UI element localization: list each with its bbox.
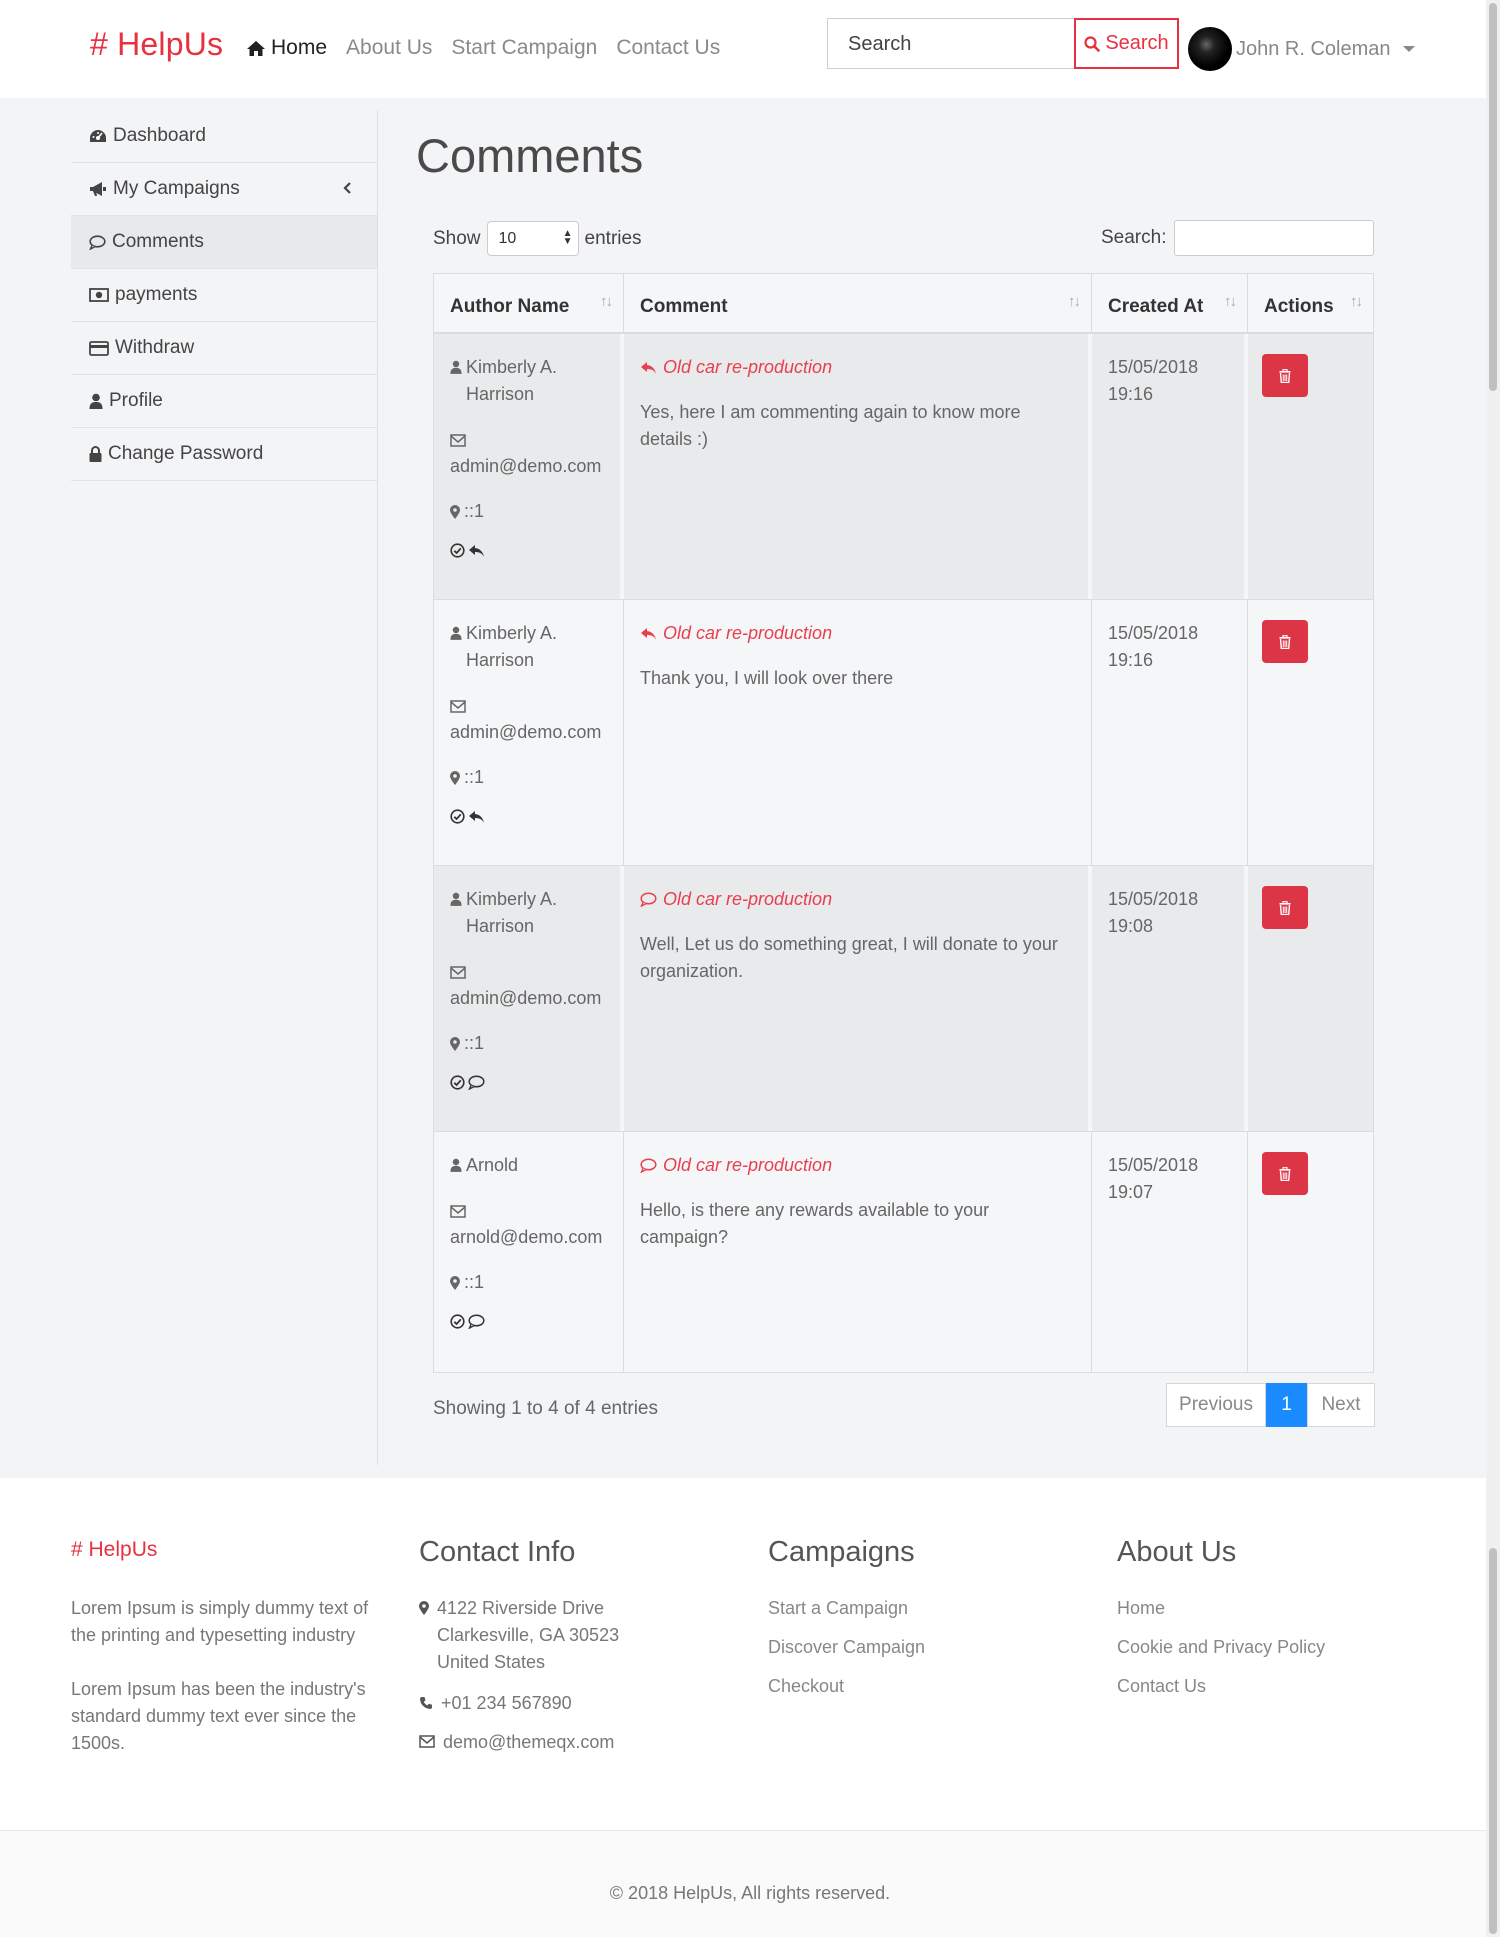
- envelope-icon: [450, 1205, 466, 1218]
- home-icon: [246, 40, 266, 57]
- table-row: [434, 600, 1373, 866]
- chevron-left-icon: [343, 181, 353, 195]
- table-header: [434, 274, 1373, 334]
- delete-button[interactable]: [1262, 1152, 1308, 1195]
- actions-cell: [1248, 866, 1373, 1131]
- email-address: demo@themeqx.com: [443, 1732, 615, 1752]
- entries-select[interactable]: [487, 221, 579, 256]
- author-cell: [434, 600, 624, 865]
- sidebar-item-label: Withdraw: [115, 337, 195, 358]
- user-icon: [450, 1158, 462, 1172]
- nav-home[interactable]: [246, 36, 327, 60]
- sidebar-item-my-campaigns[interactable]: [71, 163, 377, 216]
- map-marker-icon: [450, 1276, 460, 1290]
- footer-link-discover-campaign[interactable]: Discover Campaign: [768, 1637, 926, 1657]
- footer-text: Lorem Ipsum is simply dummy text of the printing and typesetting industry: [71, 1598, 369, 1645]
- campaign-link[interactable]: [640, 886, 1088, 913]
- map-marker-icon: [450, 1037, 460, 1051]
- footer-link-start-campaign[interactable]: Start a Campaign: [768, 1598, 909, 1618]
- copyright: © 2018 HelpUs, All rights reserved.: [609, 1883, 891, 1903]
- user-icon: [450, 360, 462, 374]
- comment-icon[interactable]: [468, 1314, 485, 1329]
- page-1-button[interactable]: 1: [1266, 1383, 1307, 1427]
- check-circle-icon[interactable]: [450, 543, 465, 558]
- sidebar-item-dashboard[interactable]: [71, 110, 377, 163]
- author-ip: ::1: [464, 1033, 485, 1053]
- check-circle-icon[interactable]: [450, 1075, 465, 1090]
- sidebar-item-label: payments: [115, 284, 198, 305]
- user-menu[interactable]: [1188, 27, 1415, 71]
- column-header-comment[interactable]: [624, 274, 1092, 332]
- trash-icon: [1279, 1167, 1291, 1181]
- created-cell: 15/05/2018 19:16: [1092, 334, 1248, 599]
- search-icon: [1084, 36, 1100, 52]
- created-cell: 15/05/2018 19:08: [1092, 866, 1248, 1131]
- top-navbar: [0, 0, 1500, 98]
- envelope-icon: [450, 434, 466, 447]
- scrollbar-thumb[interactable]: [1489, 1548, 1497, 1934]
- author-name: Kimberly A. Harrison: [466, 889, 558, 936]
- bullhorn-icon: [89, 181, 107, 197]
- sidebar-item-label: Profile: [109, 390, 163, 411]
- entries-value: 10: [498, 230, 517, 247]
- actions-cell: [1248, 1132, 1373, 1372]
- column-label: Created At: [1108, 296, 1204, 317]
- main-nav: [246, 36, 739, 60]
- table-row: [434, 866, 1373, 1132]
- envelope-icon: [450, 966, 466, 979]
- sort-icon: ↑↓: [1224, 293, 1235, 310]
- comment-cell: [624, 334, 1092, 599]
- author-email: arnold@demo.com: [450, 1227, 603, 1247]
- comment-text: Yes, here I am commenting again to know more details :): [640, 402, 1021, 449]
- entries-label: entries: [584, 227, 642, 249]
- created-cell: 15/05/2018 19:16: [1092, 600, 1248, 865]
- sidebar-item-label: Change Password: [108, 443, 264, 464]
- comments-table: [433, 273, 1374, 1373]
- scrollbar-thumb[interactable]: [1489, 3, 1497, 391]
- author-name: Arnold: [466, 1155, 519, 1175]
- footer-link-cookie-policy[interactable]: Cookie and Privacy Policy: [1117, 1637, 1326, 1657]
- sidebar-item-payments[interactable]: [71, 269, 377, 322]
- next-page-button[interactable]: Next: [1307, 1383, 1375, 1427]
- dashboard-icon: [89, 128, 107, 144]
- column-label: Comment: [640, 296, 728, 317]
- filter-input[interactable]: [1174, 220, 1374, 256]
- reply-icon[interactable]: [468, 544, 485, 558]
- campaign-link[interactable]: [640, 1152, 1091, 1179]
- money-icon: [89, 288, 109, 302]
- scrollbar[interactable]: [1486, 0, 1500, 1937]
- phone-icon: [419, 1696, 433, 1710]
- comment-icon: [640, 892, 657, 907]
- author-ip: ::1: [464, 767, 485, 787]
- actions-cell: [1248, 600, 1373, 865]
- check-circle-icon[interactable]: [450, 1314, 465, 1329]
- trash-icon: [1279, 635, 1291, 649]
- column-label: Author Name: [450, 296, 570, 317]
- author-cell: [434, 1132, 624, 1372]
- previous-page-button[interactable]: Previous: [1166, 1383, 1266, 1427]
- avatar: [1188, 27, 1232, 71]
- comment-text: Well, Let us do something great, I will donate to your organization.: [640, 934, 1058, 981]
- search-input[interactable]: Search: [827, 18, 1075, 69]
- author-email: admin@demo.com: [450, 456, 602, 476]
- map-marker-icon: [419, 1601, 429, 1615]
- map-marker-icon: [450, 771, 460, 785]
- author-email: admin@demo.com: [450, 988, 602, 1008]
- author-ip: ::1: [464, 501, 485, 521]
- campaign-name: Old car re-production: [663, 357, 833, 377]
- nav-contact-us[interactable]: Contact Us: [616, 36, 721, 59]
- footer-address: [419, 1595, 619, 1676]
- check-circle-icon[interactable]: [450, 809, 465, 824]
- campaign-name: Old car re-production: [663, 1155, 833, 1175]
- reply-icon: [640, 361, 657, 375]
- comment-cell: [624, 866, 1092, 1131]
- sidebar-item-change-password[interactable]: [71, 428, 377, 481]
- sidebar-item-comments[interactable]: [71, 216, 377, 269]
- map-marker-icon: [450, 505, 460, 519]
- author-cell: [434, 334, 624, 599]
- search-button-label: Search: [1105, 32, 1169, 54]
- column-header-created[interactable]: [1092, 274, 1248, 332]
- user-name: John R. Coleman: [1236, 37, 1391, 60]
- table-info: Showing 1 to 4 of 4 entries: [433, 1398, 658, 1419]
- trash-icon: [1279, 369, 1291, 383]
- caret-down-icon: [1403, 46, 1415, 52]
- user-icon: [89, 393, 103, 409]
- campaigns-heading: Campaigns: [768, 1536, 915, 1568]
- sort-icon: ↑↓: [1350, 293, 1361, 310]
- lock-icon: [89, 446, 102, 462]
- address-line: United States: [437, 1652, 546, 1672]
- column-label: Actions: [1264, 296, 1334, 317]
- author-name: Kimberly A. Harrison: [466, 623, 558, 670]
- author-cell: [434, 866, 624, 1131]
- nav-start-campaign[interactable]: Start Campaign: [451, 36, 598, 59]
- column-header-actions[interactable]: [1248, 274, 1373, 332]
- campaign-name: Old car re-production: [663, 889, 833, 909]
- author-name: Kimberly A. Harrison: [466, 357, 558, 404]
- table-filter: [1101, 220, 1374, 256]
- sidebar-item-label: Dashboard: [113, 125, 206, 146]
- address-line: Clarkesville, GA 30523: [437, 1625, 620, 1645]
- nav-about-us[interactable]: About Us: [346, 36, 433, 59]
- user-icon: [450, 626, 462, 640]
- credit-card-icon: [89, 341, 109, 356]
- footer-email[interactable]: [419, 1729, 614, 1756]
- user-icon: [450, 892, 462, 906]
- delete-button[interactable]: [1262, 354, 1308, 397]
- sidebar-item-label: Comments: [112, 231, 204, 252]
- contact-info-heading: Contact Info: [419, 1536, 576, 1568]
- sidebar-item-profile[interactable]: [71, 375, 377, 428]
- page-title: Comments: [416, 129, 644, 182]
- show-label: Show: [433, 227, 481, 249]
- pagination: [1166, 1383, 1375, 1427]
- comment-icon[interactable]: [468, 1075, 485, 1090]
- comment-cell: [624, 600, 1092, 865]
- search-button[interactable]: [1074, 18, 1179, 69]
- envelope-icon: [450, 700, 466, 713]
- comment-icon: [640, 1158, 657, 1173]
- about-us-heading: About Us: [1117, 1536, 1237, 1568]
- sort-icon: ↑↓: [600, 293, 611, 310]
- delete-button[interactable]: [1262, 886, 1308, 929]
- footer-link-checkout[interactable]: Checkout: [768, 1676, 845, 1696]
- reply-icon: [640, 627, 657, 641]
- created-cell: 15/05/2018 19:07: [1092, 1132, 1248, 1372]
- brand-logo[interactable]: # HelpUs: [90, 26, 224, 62]
- delete-button[interactable]: [1262, 620, 1308, 663]
- comment-cell: [624, 1132, 1092, 1372]
- footer-bottom: [0, 1830, 1500, 1937]
- comment-text: Hello, is there any rewards available to your campaign?: [640, 1200, 990, 1247]
- filter-label: Search:: [1101, 227, 1167, 248]
- footer-link-contact-us[interactable]: Contact Us: [1117, 1676, 1207, 1696]
- trash-icon: [1279, 901, 1291, 915]
- campaign-link[interactable]: [640, 620, 1091, 647]
- sidebar: [71, 110, 378, 1465]
- footer: [0, 1478, 1500, 1830]
- author-email: admin@demo.com: [450, 722, 602, 742]
- reply-icon[interactable]: [468, 810, 485, 824]
- select-arrows-icon: ▲ ▼: [562, 228, 573, 247]
- column-header-author[interactable]: [434, 274, 624, 332]
- author-ip: ::1: [464, 1272, 485, 1292]
- sidebar-item-withdraw[interactable]: [71, 322, 377, 375]
- address-line: 4122 Riverside Drive: [437, 1598, 605, 1618]
- footer-brand[interactable]: # HelpUs: [71, 1538, 158, 1561]
- campaign-name: Old car re-production: [663, 623, 833, 643]
- comment-text: Thank you, I will look over there: [640, 668, 894, 688]
- footer-phone: [419, 1690, 572, 1717]
- table-row: [434, 1132, 1373, 1372]
- footer-link-home[interactable]: Home: [1117, 1598, 1166, 1618]
- comment-icon: [89, 235, 106, 250]
- nav-home-label: Home: [271, 36, 328, 59]
- footer-text: Lorem Ipsum has been the industry's standard dummy text ever since the 1500s.: [71, 1679, 366, 1753]
- campaign-link[interactable]: [640, 354, 1088, 381]
- phone-number: +01 234 567890: [441, 1693, 572, 1713]
- sidebar-item-label: My Campaigns: [113, 178, 240, 199]
- envelope-icon: [419, 1735, 435, 1748]
- table-row: [434, 334, 1373, 600]
- page-length-control: [433, 221, 642, 256]
- sort-icon: ↑↓: [1068, 293, 1079, 310]
- actions-cell: [1248, 334, 1373, 599]
